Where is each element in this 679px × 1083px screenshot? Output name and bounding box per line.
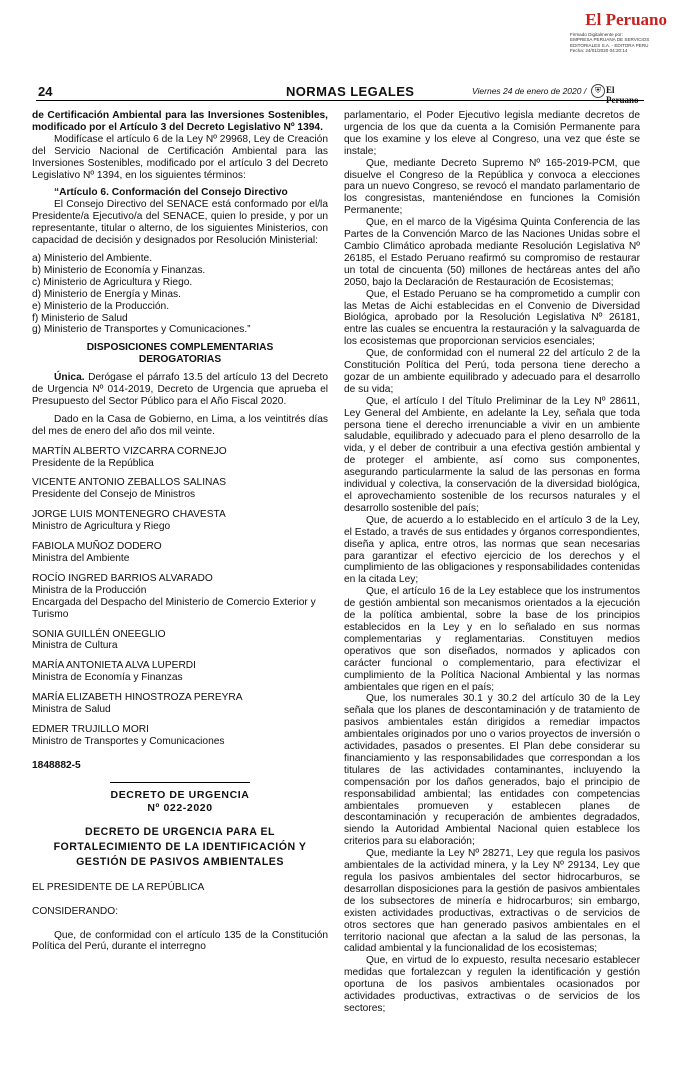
article-title: “Artículo 6. Conformación del Consejo Directivo	[54, 187, 288, 199]
paragraph: Que, mediante Decreto Supremo Nº 165-2019-PCM, que disuelve el Congreso de la República y convoca a elecciones para un nuevo Congreso, se revocó el mandato parlamentario de los congresistas, manteniéndose en funciones la Comisión Permanente;	[344, 157, 640, 217]
paragraph: Dado en la Casa de Gobierno, en Lima, a los veintitrés días del mes de enero del año dos mil veinte.	[32, 413, 328, 437]
signer-role: Presidente del Consejo de Ministros	[32, 489, 196, 501]
unica-text: Derógase el párrafo 13.5 del artículo 13 del Decreto de Urgencia Nº 014-2019, Decreto de Urgencia que aprueba el Presupuesto del Sector Público para el Año Fiscal 2020.	[32, 372, 328, 407]
signed-line: Fecha: 24/01/2020 04:20:14	[570, 48, 628, 54]
decree-title: DECRETO DE URGENCIA	[110, 788, 250, 801]
paragraph: Que, el Estado Peruano se ha comprometido a cumplir con las Metas de Aichi establecidas en el Convenio de Diversidad Biológica, aprobado por la Resolución Legislativa Nº 26181, entre las cuales se encuentra la restauración y la salvaguarda de los ecosistemas que proporcionan servicios esenciales;	[344, 288, 640, 348]
paragraph: Que, de conformidad con el numeral 22 del artículo 2 de la Constitución Política del Perú, toda persona tiene derecho a gozar de un ambiente equilibrado y adecuado para el desarrollo de su vida;	[344, 348, 640, 395]
signature-block	[32, 446, 328, 470]
decree-name: DECRETO DE URGENCIA PARA EL FORTALECIMIENTO DE LA IDENTIFICACIÓN Y GESTIÓN DE PASIVOS AMBIENTALES	[53, 825, 307, 868]
signature-block	[32, 692, 328, 716]
signer-role: Presidente de la República	[32, 457, 154, 469]
paragraph: El Consejo Directivo del SENACE está conformado por el/la Presidente/a Ejecutivo/a del SENACE, quien lo preside, y por un representante, titular o alterno, de los siguientes Ministerios, con capacidad de decisión y designados por Resolución Ministerial:	[32, 199, 328, 247]
article-heading: de Certificación Ambiental para las Inversiones Sostenibles, modificado por el Artículo 3 del Decreto Legislativo Nº 1394.	[32, 110, 328, 133]
signer-role: Ministra de Salud	[32, 704, 111, 716]
list-item: c) Ministerio de Agricultura y Riego.	[32, 276, 193, 288]
list-item: e) Ministerio de la Producción.	[32, 300, 170, 312]
paragraph: Que, en virtud de lo expuesto, resulta necesario establecer medidas que fortalezcan y regulen la identificación y gestión oportuna de los pasivos ambientales ocasionados por actividades productivas, extractivas o de servicios de los sectores;	[344, 955, 640, 1014]
signer-role: Ministra del Ambiente	[32, 553, 130, 564]
signer-role: Ministro de Transportes y Comunicaciones	[32, 735, 225, 747]
paragraph: Que, el artículo I del Título Preliminar de la Ley Nº 28611, Ley General del Ambiente, en adelante la Ley, señala que toda persona tiene el derecho irrenunciable a vivir en un ambiente saludable, equilibrado y adecuado para el pleno desarrollo de la vida, y el deber de contribuir a una efectiva gestión ambiental y de proteger el ambiente, así como sus componentes, asegurando particularmente la salud de las personas en forma individual y colectiva, la conservación de la diversidad biológica, el aprovechamiento sostenible de los recursos naturales y el desarrollo sostenible del país;	[344, 395, 640, 514]
digital-signature-note	[570, 32, 675, 54]
list-item: g) Ministerio de Transportes y Comunicaciones.”	[32, 324, 251, 336]
signer-name: ROCÍO INGRED BARRIOS ALVARADO	[32, 572, 213, 584]
divider	[110, 782, 250, 783]
signer-role: Ministra de Economía y Finanzas	[32, 672, 183, 684]
signature-block	[32, 629, 328, 653]
paragraph: parlamentario, el Poder Ejecutivo legisla mediante decretos de urgencia de los que da cuenta a la Comisión Permanente para que los examine y los eleve al Congreso, una vez que éste se instale;	[344, 110, 640, 157]
paragraph: Que, de conformidad con el artículo 135 de la Constitución Política del Perú, durante el interregno	[32, 929, 328, 953]
section-heading: DEROGATORIAS	[138, 354, 222, 366]
signer-name: SONIA GUILLÉN ONEEGLIO	[32, 628, 166, 640]
signer-role: Ministra de la Producción	[32, 584, 147, 596]
section-heading: DISPOSICIONES COMPLEMENTARIAS	[86, 342, 274, 354]
list-item: f) Ministerio de Salud	[32, 312, 128, 324]
signature-block	[32, 573, 328, 621]
signer-name: JORGE LUIS MONTENEGRO CHAVESTA	[32, 509, 226, 521]
signer-name: FABIOLA MUÑOZ DODERO	[32, 541, 162, 553]
signature-block	[32, 724, 328, 748]
signer-role: Ministro de Agricultura y Riego	[32, 521, 171, 533]
signed-line: EMPRESA PERUANA DE SERVICIOS	[570, 37, 650, 43]
ministries-list	[32, 253, 328, 336]
paragraph: Modifícase el artículo 6 de la Ley Nº 29968, Ley de Creación del Servicio Nacional de Certificación Ambiental para las Inversiones Sostenibles, modificado por el artículo 3 del Decreto Legislativo Nº 1394, en los siguientes términos:	[32, 133, 328, 181]
signed-line: EDITORIALES S.A. - EDITORA PERU	[570, 42, 649, 48]
decree-number: Nº 022-2020	[147, 801, 213, 814]
page-header	[36, 84, 644, 105]
signer-name: EDMER TRUJILLO MORI	[32, 723, 149, 735]
signer-name: MARTÍN ALBERTO VIZCARRA CORNEJO	[32, 445, 227, 457]
signer-name: MARÍA ELIZABETH HINOSTROZA PEREYRA	[32, 692, 243, 704]
list-item: b) Ministerio de Economía y Finanzas.	[32, 264, 206, 276]
signed-line: Firmado Digitalmente por:	[570, 32, 623, 37]
section-title: NORMAS LEGALES	[286, 84, 415, 99]
signature-block	[32, 660, 328, 684]
list-item: a) Ministerio del Ambiente.	[32, 252, 153, 264]
paragraph: Que, en el marco de la Vigésima Quinta Conferencia de las Partes de la Convención Marco de las Naciones Unidas sobre el Cambio Climático aprobada mediante Resolución Legislativa Nº 26185, el Estado Peruano reafirmó su compromiso de restaurar un total de cincuenta (50) millones de hectáreas antes del año 2050, bajo la Declaración de Restauración de Ecosistemas;	[344, 217, 640, 288]
header-brand: El Peruano	[606, 85, 639, 105]
signer-role: Ministra de Cultura	[32, 640, 118, 652]
paragraph: Que, de acuerdo a lo establecido en el artículo 3 de la Ley, el Estado, a través de sus entidades y órganos correspondientes, diseña y aplica, entre otros, las normas que sean necesarias para garantizar el efectivo ejercicio de los derechos y el cumplimiento de las obligaciones y responsabilidades contenidas en la citada Ley;	[344, 514, 640, 586]
signature-block	[32, 541, 328, 565]
paragraph: Que, el artículo 16 de la Ley establece que los instrumentos de gestión ambiental son mecanismos orientados a la ejecución de la política ambiental, sobre la base de los principios establecidos en la Ley y en lo señalado en sus normas complementarias y reglamentarias. Constituyen medios operativos que son diseñados, normados y aplicados con carácter funcional o complementario, para efectivizar el cumplimiento de la Política Nacional Ambiental y las normas ambientales que rigen en el país;	[344, 586, 640, 693]
unica-label: Única.	[54, 372, 85, 384]
issue-date: Viernes 24 de enero de 2020 /	[472, 86, 587, 96]
considerando: CONSIDERANDO:	[32, 905, 119, 917]
signature-block	[32, 477, 328, 501]
paragraph	[32, 372, 328, 408]
paragraph: Que, mediante la Ley Nº 28271, Ley que regula los pasivos ambientales de la actividad minera, y la Ley Nº 29134, Ley que regula los pasivos ambientales del sector hidrocarburos, se desarrollan disposiciones para la gestión de pasivos ambientales de los subsectores de minería e hidrocarburos; sin embargo, existen actividades productivas, extractivas o de servicios de otros sectores que han generado pasivos ambientales en el territorio nacional que afectan a la salud de las personas, la calidad ambiental y la funcionalidad de los ecosistemas;	[344, 848, 640, 955]
signer-name: MARÍA ANTONIETA ALVA LUPERDI	[32, 660, 196, 672]
left-column	[32, 110, 328, 953]
paragraph: Que, los numerales 30.1 y 30.2 del artículo 30 de la Ley señala que los planes de descontaminación y de tratamiento de pasivos ambientales están dirigidos a remediar impactos ambientales originados por uno o varios proyectos de inversión o actividades, pasados o presentes. El Plan debe considerar su financiamiento y las responsabilidades que correspondan a los titulares de las actividades contaminantes, incluyendo la compensación por los daños generados, bajo el principio de responsabilidad ambiental; las entidades con competencias ambientales promueven y establecen planes de descontaminación y recuperación de ambientes degradados, siendo la Autoridad Ambiental Nacional quien establece los criterios para su elaboración;	[344, 693, 640, 848]
page-number: 24	[38, 84, 53, 99]
list-item: d) Ministerio de Energía y Minas.	[32, 288, 181, 300]
signature-block	[32, 509, 328, 533]
signer-name: VICENTE ANTONIO ZEBALLOS SALINAS	[32, 477, 226, 489]
document-code: 1848882-5	[32, 759, 81, 771]
right-column	[344, 110, 640, 1015]
president-line: EL PRESIDENTE DE LA REPÚBLICA	[32, 881, 205, 893]
masthead-brand: El Peruano	[585, 10, 667, 29]
shield-icon: ⛨	[591, 84, 605, 98]
signer-extra: Encargada del Despacho del Ministerio de Comercio Exterior y Turismo	[32, 596, 316, 620]
